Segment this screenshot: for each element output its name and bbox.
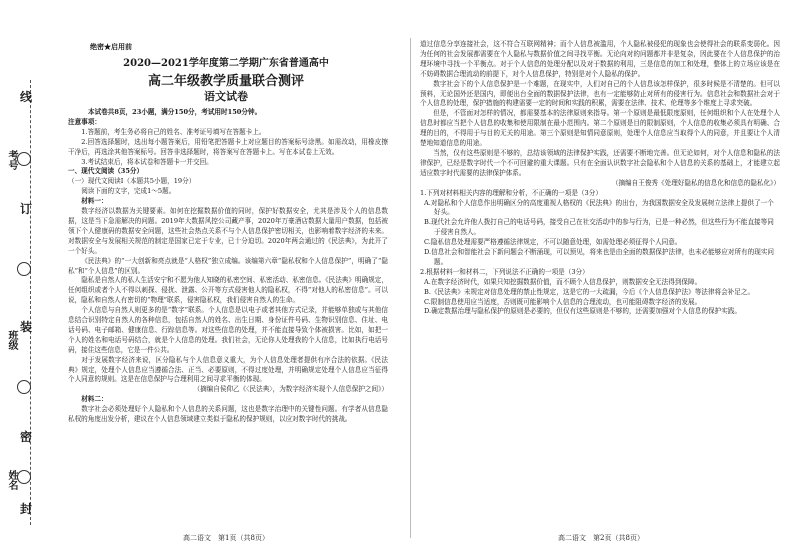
material-2-para-4: 但是，不管面对怎样的情况，都需要基本的法律原则来指导。第一个原则是最低限度原则，任何组织和个人在处理个人信息时都应当把个人信息的收集和使用限制在最小范围内。第二个原则是目的限制原则，个人信息的收集必须具有明确、合理的目的，不得用于与目的无关的用途。第三个原则是知情同意原则，处理个人信息应当取得个人的同意，并且要让个人清楚地知道信息的用途。 [420,109,780,148]
cut-line [30,80,31,525]
question-1-option-c: C.隐私信息处理需要严格遵循法律规定，不可以随意处理，如需处理必须征得个人同意。 [424,238,682,247]
question-1-option-b: B.现代社会允许他人拨打自己的电话号码，接受自己在社交活动中的参与行为，已是一种必然，但这些行为不能直接等同于侵害自然人。 [424,218,774,237]
class-label: 班级 [6,330,17,350]
material-2-para-3: 数字社会下的个人信息保护是一个难题，在现实中，人们对自己的个人信息该怎样保护，很多时候是不清楚的。但可以预料，无论国外还是国内，即便出台全面的数据保护法律，也有一定能够防止对所有的侵害行为。信息社会和数据社会对于个人信息的处理，保护措施的构建需要一定的时间和实践的积累，需要在法律、技术、伦理等多个维度上寻求突破。 [420,79,780,108]
material-2-para-1: 数字社会必须处理好个人隐私和个人信息的关系问题，这也是数字治理中的关键性问题。有学者从信息隐私权的角度出发分析，建议在个人信息领域建立类似于隐私的保护规则，以应对数字时代的挑战。 [68,405,388,424]
exam-number-label: 考号 [6,150,17,170]
exam-title-line1: 2020—2021学年度第二学期广东省普通高中 [123,58,329,69]
seal-char-4: 密 [20,430,33,444]
notice-3: 3.考试结束后，将本试卷和答题卡一并交回。 [81,157,213,166]
material-1-para-4: 个人信息与自然人则更多的是“数字”联系。个人信息是以电子或者其他方式记录，并能够单独或与其他信息结合识别特定自然人的各种信息，包括自然人的姓名、出生日期、身份证件号码、生物识别信息、住址、电话号码、电子邮箱、健康信息、行踪信息等。对这些信息的处理，并不能直接导致个体被损害。比如，如把一个人的姓名和电话号码结合，就是个人信息的处理。我们社会，无论你人处理我的个人信息，比如执行电话号码，接住这些信息，它是一件公共。 [68,306,388,354]
notice-1: 1.答题前，考生务必将自己的姓名、准考证号填写在答题卡上。 [81,127,266,136]
section-1a-heading: （一）现代文阅读Ⅰ（本题共5小题，19分） [68,177,196,186]
question-2-option-d: D.确定数据治理与隐私保护的原则是必要的，但仅有这些原则是不够的，还需要加强对个人信息的保护实践。 [424,307,742,316]
binding-margin [0,0,46,551]
material-1-para-5: 对于发展数字经济来说，区分隐私与个人信息意义重大，为个人信息处理者提供有序合法的依据。《民法典》规定，处理个人信息应当遵循合法、正当、必要原则，不得过度处理，并明确规定处理个人信息应当征得个人同意的规则。这是在信息保护与合理利用之间寻求平衡的体现。 [68,355,388,384]
seal-char-1: 线 [20,90,33,104]
material-2-source: （摘编自王俊秀《处理好隐私的信息化和信息的隐私化》） [611,178,780,187]
material-2-para-2: 道过信息分享连接社会，这不符合互联网精神；而个人信息被滥用，个人隐私被侵犯的现象也会使得社会的联系变弱化。因为任何的社会发展都需要在个人隐私与数据价值之间寻找平衡。无论向对的问题都并非是复杂，因此要在个人信息保护的治理环境中寻找一个平衡点。对于个人信息的处理分配以及对于数据的利用，三是信息的加工和处理，整体上的立场应该是在不妨碍数据合理流动的前提下，对个人信息保护，特别是对个人隐私的保护。 [420,40,780,78]
question-2-option-b: B.《民法典》未规定对信息处理的禁止性规定，这是它的一大疏漏，今后《个人信息保护法》等法律将会补足之。 [424,287,755,296]
material-2-label: 材料二： [81,395,108,404]
seal-char-2: 订 [20,202,33,216]
notice-title: 注意事项： [68,117,101,126]
material-1-para-1: 数字经济以数据为关键要素。如何在挖掘数据价值的同时，保护好数据安全，尤其是涉及个人的信息数据，这是当下急需解决的问题。2019年大数据风控公司藏产事，2020年万豪酒店数据大量用户数据，包括被领下个人健康码的数据安全问题，这些社会热点关系不与个人信息保护密切相关，也影响着数字经济的未来。对数据安全与发展相关规范的制定是国家已定于专业，已十分迫切。2020年两会通过的《民法典》，为此开了一个好头。 [68,207,388,255]
subject-title: 语文试卷 [204,90,248,103]
exam-info: 本试卷共8页，23小题，满分150分，考试用时150分钟。 [88,108,262,116]
material-2-para-5: 当然，仅有这些原则是不够的，总结该领域的法律保护实践，还需要不断地完善。但无论如何，对个人信息和隐私的法律保护，已经是数字时代一个不可回避的重大课题。只有在全面认识数字社会隐私和个人信息的关系的基础上，才能建立起适应数字时代需要的法律保护体系。 [420,148,780,177]
material-1-label: 材料一： [81,197,108,206]
binding-hole-2 [17,262,31,276]
left-column [50,0,402,551]
material-1-para-2: 《民法典》的“一大创新和亮点就是“人格权”独立成编。该编第六章“隐私权和个人信息保护”，明确了“隐私”和“个人信息”的区别。 [68,256,388,275]
question-1-option-a: A.对隐私和个人信息作出明确区分的高度重视人格权的《民法典》的出台，为我国数据安全及发展树立法律上提供了一个好头。 [424,198,774,217]
question-2-option-a: A.在数字经济时代，如果只知挖掘数据价值，而不顾个人信息保护，则数据安全无法得到保障。 [424,277,702,286]
secret-mark: 绝密★启用前 [90,42,132,51]
section-1-heading: 一、现代文阅读（35分） [68,167,144,176]
question-1-option-d: D.信息社会和智能社会下新问题会不断涌现，可以预见，将来也是由全面的数据保护法律，也未必能够应对所有的现实问题。 [424,248,775,266]
question-2-stem: 2.根据材料一和材料二，下列说法不正确的一项是（3分） [420,267,589,276]
material-1-source: （摘编自侯仰乙《〈民法典〉，为数字经济实现个人信息保护之间》） [193,385,388,394]
column-divider [410,38,411,538]
name-label: 姓名 [6,470,17,490]
exam-title-line2: 高二年级教学质量联合测评 [147,74,304,89]
notice-2: 2.回答选择题时，选出每小题答案后，用铅笔把答题卡上对应题目的答案标号涂黑。如需改动，用橡皮擦干净后，再选涂其他答案标号。回答非选择题时，将答案写在答题卡上。写在本试卷上无效。 [68,137,388,156]
binding-hole-1 [17,152,31,166]
right-column [420,0,782,551]
seal-char-3: 装 [20,320,33,334]
reading-instruction: 阅读下面的文字，完成1～5题。 [81,187,176,196]
binding-hole-3 [17,380,31,394]
binding-hole-4 [17,470,31,484]
question-1-stem: 1.下列对材料相关内容的理解和分析，不正确的一项是（3分） [420,188,602,197]
material-1-para-3: 隐私是自然人的私人生活安宁和不愿为他人知晓的私密空间、私密活动、私密信息。《民法典》明确规定，任何组织或者个人不得以刺探、侵扰、泄露、公开等方式侵害他人的隐私权，不得“对他人的私密信息”。可以说，隐私和自然人有密切的“物理”联系，侵害隐私权，我们侵害自然人的生命。 [68,276,388,305]
page-footer-1: 高二语文 第1页（共8页） [183,534,269,542]
seal-char-5: 封 [20,502,33,516]
page-footer-2: 高二语文 第2页（共8页） [558,534,644,542]
question-2-option-c: C.限制信息使用应当适度，否则既可能影响个人信息的合理流动，也可能阻碍数字经济的发展。 [424,297,702,306]
